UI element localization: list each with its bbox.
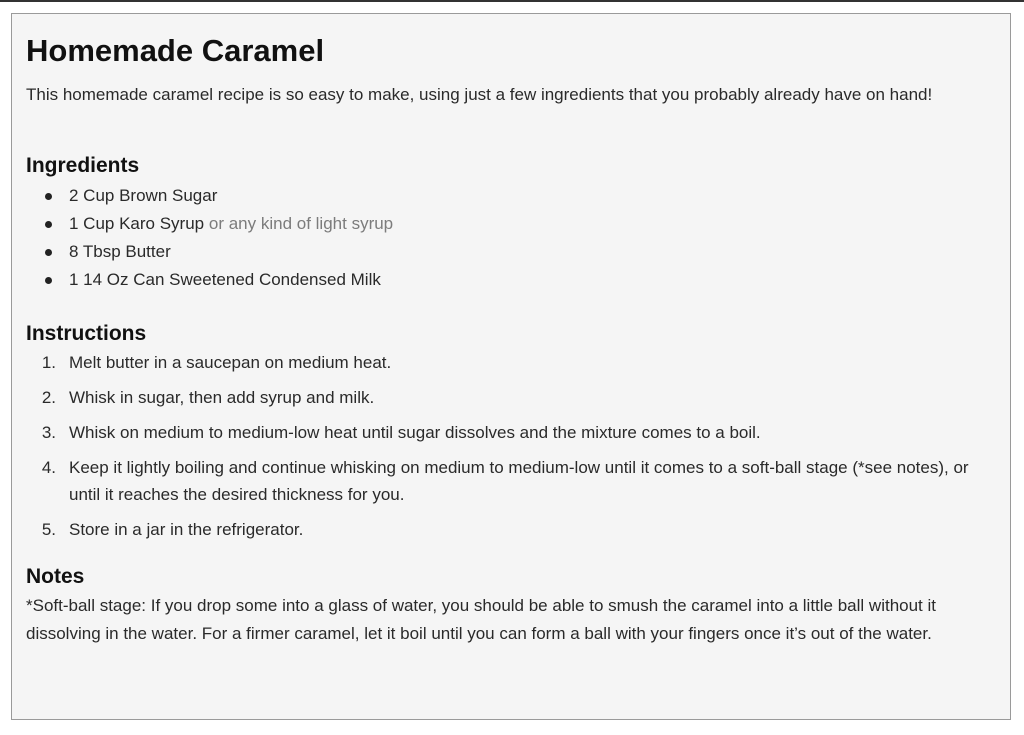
recipe-card: [11, 13, 1011, 720]
ingredients-heading: Ingredients: [26, 154, 140, 177]
instruction-step: [26, 349, 996, 376]
step-text: Store in a jar in the refrigerator.: [69, 520, 304, 539]
step-number: 1.: [41, 353, 56, 372]
bullet-icon: [45, 193, 52, 200]
step-number: 3.: [41, 423, 56, 442]
step-text: Whisk on medium to medium-low heat until sugar dissolves and the mixture comes to a boil.: [69, 423, 761, 442]
recipe-title: Homemade Caramel: [26, 33, 325, 68]
ingredient-item: [26, 266, 996, 294]
ingredient-item: [26, 210, 996, 238]
instruction-step: [26, 419, 996, 446]
ingredient-text: 8 Tbsp Butter: [69, 242, 171, 261]
bullet-icon: [45, 221, 52, 228]
instructions-heading: Instructions: [26, 322, 147, 345]
recipe-summary: This homemade caramel recipe is so easy to make, using just a few ingredients that you probably already have on hand!: [26, 85, 933, 104]
ingredient-text: 2 Cup Brown Sugar: [69, 186, 218, 205]
instruction-step: [26, 516, 996, 543]
ingredient-item: [26, 182, 996, 210]
top-divider: [0, 0, 1024, 2]
ingredient-text: 1 14 Oz Can Sweetened Condensed Milk: [69, 270, 381, 289]
instructions-list: [26, 349, 996, 543]
step-text: Whisk in sugar, then add syrup and milk.: [69, 388, 375, 407]
ingredient-item: [26, 238, 996, 266]
step-number: 4.: [41, 458, 56, 477]
step-text: Melt butter in a saucepan on medium heat.: [69, 353, 392, 372]
bullet-icon: [45, 277, 52, 284]
instruction-step: [26, 384, 996, 411]
instruction-step: [26, 454, 996, 508]
ingredient-note: or any kind of light syrup: [208, 214, 394, 233]
step-number: 2.: [41, 388, 56, 407]
ingredient-text: 1 Cup Karo Syrup: [69, 214, 205, 233]
ingredients-list: [26, 182, 996, 294]
notes-heading: Notes: [26, 565, 85, 588]
bullet-icon: [45, 249, 52, 256]
step-text: Keep it lightly boiling and continue whisking on medium to medium-low until it comes to a soft-ball stage (*see notes), or until it reaches the desired thickness for you.: [69, 458, 969, 504]
step-number: 5.: [41, 520, 56, 539]
notes-text: *Soft-ball stage: If you drop some into a glass of water, you should be able to smush the caramel into a little ball without it dissolving in the water. For a firmer caramel, let it boil until you can form a ball with your fingers once it’s out of the water.: [26, 596, 936, 643]
